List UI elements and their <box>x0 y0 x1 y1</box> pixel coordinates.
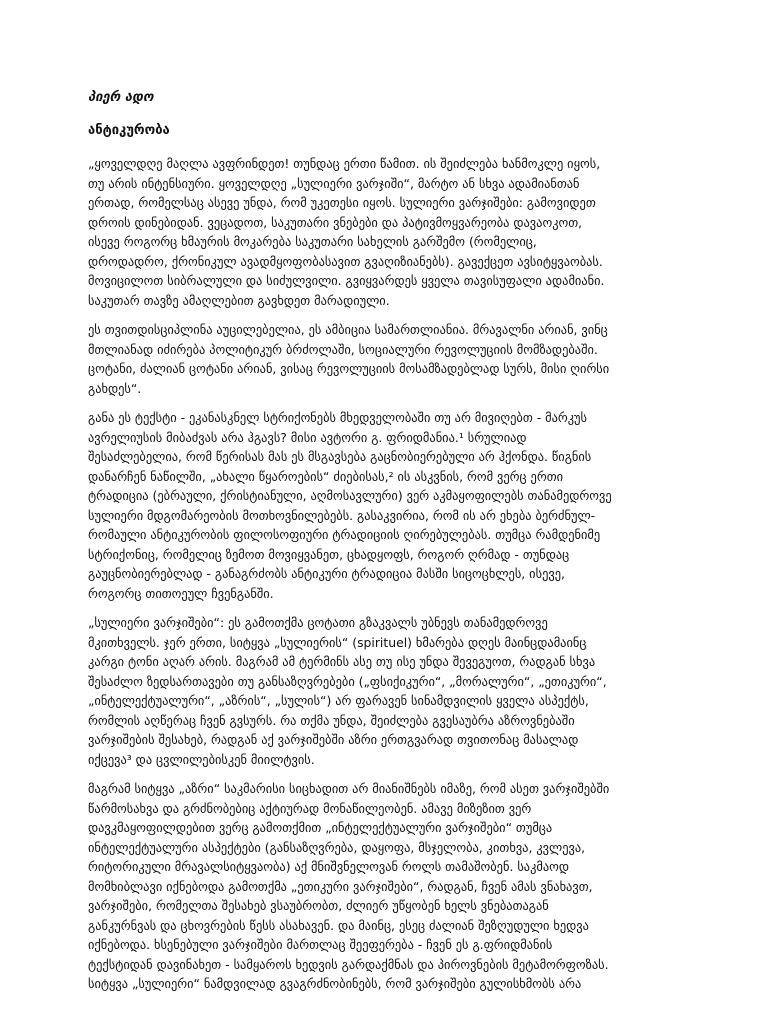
text-line: შესაძლებელია, რომ წერისას მას ეს მსგავსება გაცნობიერებული არ ჰქონდა. წიგნის <box>88 449 592 464</box>
text-line: გაუცნობიერებლად - განაგრძობს ანტიკური ტრადიცია მასში სიცოცხლეს, ისევე, <box>88 566 565 581</box>
text-line: რომაული ანტიკურობის ფილოსოფიური ტრადიციის ღირებულებას. თუმცა რამდენიმე <box>88 527 601 542</box>
text-line: დანარჩენ ნაწილში, „ახალი წყაროების“ ძიებისას,² ის ასკვნის, რომ ვერც ერთი <box>88 468 564 484</box>
text-line: დროის დინებიდან. ვეცადოთ, საკუთარი ვნებები და პატივმოყვარეობა დავაოკოთ, <box>88 214 583 230</box>
text-line: წარმოსახვა და გრძნობებიც აქტიურად მონაწილეობენ. ამავე მიზეზით ვერ <box>88 800 532 816</box>
body-text <box>88 154 688 994</box>
text-line: მაგრამ სიტყვა „აზრი“ საკმარისი სიცხადით არ მიანიშნებს იმაზე, რომ ასეთ ვარჯიშებში <box>88 781 610 796</box>
text-line: ცოტანი, ძალიან ცოტანი არიან, ვისაც რევოლუციის მოსამზადებლად სურს, მისი ღირსი <box>88 361 610 376</box>
text-line: „ყოველდღე მაღლა ავფრინდეთ! თუნდაც ერთი წამით. ის შეიძლება ხანმოკლე იყოს, <box>88 156 601 171</box>
text-line: ვარჯიშების შესახებ, რადგან აქ ვარჯიშებში აზრი ერთგვარად თვითონაც მასალად <box>88 732 579 747</box>
document-page <box>88 90 688 1004</box>
text-line: ინტელექტუალური ასპექტები (განსაზღვრება, დაყოფა, მსჯელობა, კითხვა, კვლევა, <box>88 839 586 855</box>
author-name: პიერ ადო <box>88 90 154 105</box>
text-line: მთლიანად იძირება პოლიტიკურ ბრძოლაში, სოციალური რევოლუციის მომზადებაში. <box>88 341 598 357</box>
text-line: თუ არის ინტენსიური. ყოველდღე „სულიერი ვარჯიში“, მარტო ან სხვა ადამიანთან <box>88 175 580 191</box>
text-line: განა ეს ტექსტი - ეკანასკნელ სტრიქონებს მხედველობაში თუ არ მივიღებთ - მარკუს <box>88 410 588 425</box>
text-line: ტრადიცია (ებრაული, ქრისტიანული, აღმოსავლური) ვერ აკმაყოფილებს თანამედროვე <box>88 488 612 503</box>
text-line: დროდადრო, ქრონიკულ ავადმყოფობასავით გვაღიზიანებს). გავექცეთ ავსიტყვაობას. <box>88 253 603 269</box>
text-line: როგორც თითოეულ ჩვენგანში. <box>88 585 274 601</box>
text-line: შესაძლო ზედსართავები თუ განსაზღვრებები („ფსიქიკური“, „მორალური“, „ეთიკური“, <box>88 673 607 689</box>
text-line: განკურნვას და ცხოვრების წესს ასახავენ. და მაინც, ესეც ძალიან შეზღუდული ხედვა <box>88 917 589 933</box>
text-line: კარგი ტონი აღარ არის. მაგრამ ამ ტერმინს ასე თუ ისე უნდა შევეგუოთ, რადგან სხვა <box>88 654 596 669</box>
text-line: რიტორიკული მრავალსიტყვაობა) აქ მნიშვნელოვან როლს თამაშობენ. საკმაოდ <box>88 859 570 874</box>
text-line: მოვიცილოთ სიბრალული და სიძულვილი. გვიყვარდეს ყველა თავისუფალი ადამიანი. <box>88 273 605 288</box>
text-line: „სულიერი ვარჯიშები“: ეს გამოთქმა ცოტათი გზაკვალს უბნევს თანამედროვე <box>88 615 548 630</box>
paragraph <box>88 613 688 769</box>
text-line: ისევე როგორც ხმაურის მოკარება საკუთარი სახელის გარშემო (რომელიც, <box>88 234 537 249</box>
text-line: ეს თვითდისციპლინა აუცილებელია, ეს ამბიცია სამართლიანია. მრავალნი არიან, ვინც <box>88 322 608 337</box>
paragraph <box>88 779 688 994</box>
text-line: ვარჯიშები, რომელთა შესახებ ვსაუბრობთ, ძლიერ უწყობენ ხელს ვნებათაგან <box>88 898 549 913</box>
text-line: საკუთარ თავზე ამაღლებით გავხდეთ მარადიული. <box>88 292 390 308</box>
chapter-title: ანტიკურობა <box>88 123 170 138</box>
text-line: იქცევა³ და ცვლილებისკენ მიილტვის. <box>88 751 315 767</box>
text-line: რომლის აღწერაც ჩვენ გვსურს. რა თქმა უნდა, შეიძლება გვესაუბრა აზროვნებაში <box>88 712 575 728</box>
text-line: მკითხველს. ჯერ ერთი, სიტყვა „სულიერის“ (spirituel) ხმარება დღეს მაინცდამაინც <box>88 634 587 650</box>
paragraph <box>88 320 688 398</box>
text-line: ერთად, რომელსაც ასევე უნდა, რომ უკეთესი იყოს. სულიერი ვარჯიშები: გამოვიდეთ <box>88 195 596 210</box>
text-line: სიტყვა „სულიერი“ ნამდვილად გვაგრძნობინებს, რომ ვარჯიშები გულისხმობს არა <box>88 976 582 991</box>
text-line: „ინტელექტუალური“, „აზრის“, „სულის“) არ ფარავენ სინამდვილის ყველა ასპექტს, <box>88 693 589 708</box>
paragraph <box>88 408 688 603</box>
text-line: ტექსტიდან დავინახეთ - სამყაროს ხედვის გარდაქმნას და პიროვნების მეტამორფოზას. <box>88 956 609 972</box>
text-line: სულიერი მდგომარეობის მოთხოვნილებებს. გასაკვირია, რომ ის არ ეხება ბერძნულ- <box>88 507 596 523</box>
text-line: ავრელიუსის მიბაძვას არა ჰგავს? მისი ავტორი გ. ფრიდმანია.¹ სრულიად <box>88 429 527 445</box>
text-line: მომხიბლავი იქნებოდა გამოთქმა „ეთიკური ვარჯიშები“, რადგან, ჩვენ ამას ვნახავთ, <box>88 878 593 894</box>
text-line: დავკმაყოფილდებით ვერც გამოთქმით „ინტელექტუალური ვარჯიშები“ თუმცა <box>88 820 553 835</box>
text-line: იქნებოდა. ხსენებული ვარჯიშები მართლაც შეეფერება - ჩვენ ეს გ.ფრიდმანის <box>88 937 553 952</box>
text-line: სტრიქონიც, რომელიც ზემოთ მოვიყვანეთ, ცხადყოფს, როგორ ღრმად - თუნდაც <box>88 546 570 562</box>
text-line: გახდეს“. <box>88 380 142 396</box>
paragraph <box>88 154 688 310</box>
